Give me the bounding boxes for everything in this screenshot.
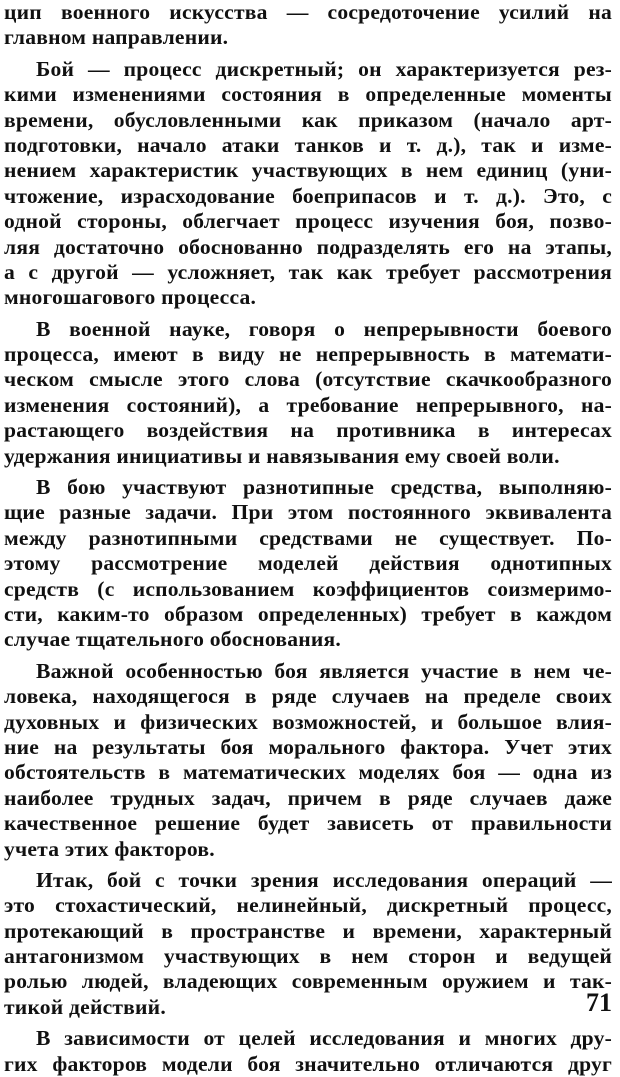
text-line: многошагового процесса. (4, 285, 257, 310)
text-line: этому рассмотрение моделей действия однотипных (4, 551, 612, 576)
paragraph-continued (4, 0, 612, 51)
text-line: щие разные задачи. При этом постоянного эквивалента (4, 500, 612, 525)
text-line: обстоятельств в математических моделях боя — одна из (4, 760, 612, 785)
text-line: кими изменениями состояния в определенные моменты (4, 82, 612, 107)
text-line: качественное решение будет зависеть от правильности (4, 811, 612, 836)
text-line: нением характеристик участвующих в нем единиц (уни- (4, 158, 612, 183)
text-line: ляя достаточно обоснованно подразделять его на этапы, (4, 234, 612, 259)
text-line: растающего воздействия на противника в интересах (4, 418, 612, 443)
text-line: наиболее трудных задач, причем в ряде случаев даже (4, 785, 612, 810)
text-line: ческом смысле этого слова (отсутствие скачкообразного (4, 367, 612, 392)
paragraph-summary (4, 868, 612, 1020)
text-line: одной стороны, облегчает процесс изучения боя, позво- (4, 209, 612, 234)
text-line: ние на результаты боя морального фактора. Учет этих (4, 734, 612, 759)
text-line: чтожение, израсходование боеприпасов и т. д.). Это, с (4, 183, 612, 208)
paragraph-human-factor (4, 659, 612, 862)
text-line: времени, обусловленными как приказом (начало арт- (4, 107, 612, 132)
text-line: Бой — процесс дискретный; он характеризуется рез- (36, 56, 612, 81)
text-line: это стохастический, нелинейный, дискретный процесс, (4, 893, 612, 918)
text-line: сти, каким-то образом определенных) требует в каждом (4, 601, 612, 626)
book-page (4, 0, 612, 1076)
text-line: ролью людей, владеющих современным оружием и так- (4, 969, 612, 994)
page-number: 71 (586, 988, 612, 1017)
paragraph-battle-discrete (4, 57, 612, 311)
text-line: средств (с использованием коэффициентов соизмеримо- (4, 576, 612, 601)
text-line: процесса, имеют в виду не непрерывность в математи- (4, 342, 612, 367)
text-line: тикой действий. (4, 994, 166, 1019)
text-line: Итак, бой с точки зрения исследования операций — (36, 867, 612, 892)
text-line: Важной особенностью боя является участие в нем че- (36, 658, 612, 683)
paragraph-means (4, 475, 612, 653)
text-line: ловека, находящегося в ряде случаев на пределе своих (4, 684, 612, 709)
text-line: протекающий в пространстве и времени, характерный (4, 918, 612, 943)
text-line: учета этих факторов. (4, 836, 215, 861)
text-line: В военной науке, говоря о непрерывности боевого (36, 316, 612, 341)
text-line: подготовки, начало атаки танков и т. д.), так и изме- (4, 132, 612, 157)
text-line: а с другой — усложняет, так как требует рассмотрения (4, 259, 612, 284)
text-line: гих факторов модели боя значительно отличаются друг (4, 1051, 612, 1076)
text-line: В бою участвуют разнотипные средства, выполняю- (36, 475, 612, 500)
text-line: случае тщательного обоснования. (4, 627, 341, 652)
text-line: духовных и физических возможностей, и большое влия- (4, 709, 612, 734)
text-line: В зависимости от целей исследования и многих дру- (36, 1026, 612, 1051)
text-line: цип военного искусства — сосредоточение усилий на (4, 0, 612, 24)
paragraph-continuity (4, 317, 612, 469)
text-line: антагонизмом участвующих в нем сторон и ведущей (4, 944, 612, 969)
text-line: между разнотипными средствами не существует. По- (4, 525, 612, 550)
text-line: удержания инициативы и навязывания ему своей воли. (4, 443, 560, 468)
text-line: главном направлении. (4, 25, 229, 50)
text-line: изменения состояний), а требование непрерывного, на- (4, 392, 612, 417)
